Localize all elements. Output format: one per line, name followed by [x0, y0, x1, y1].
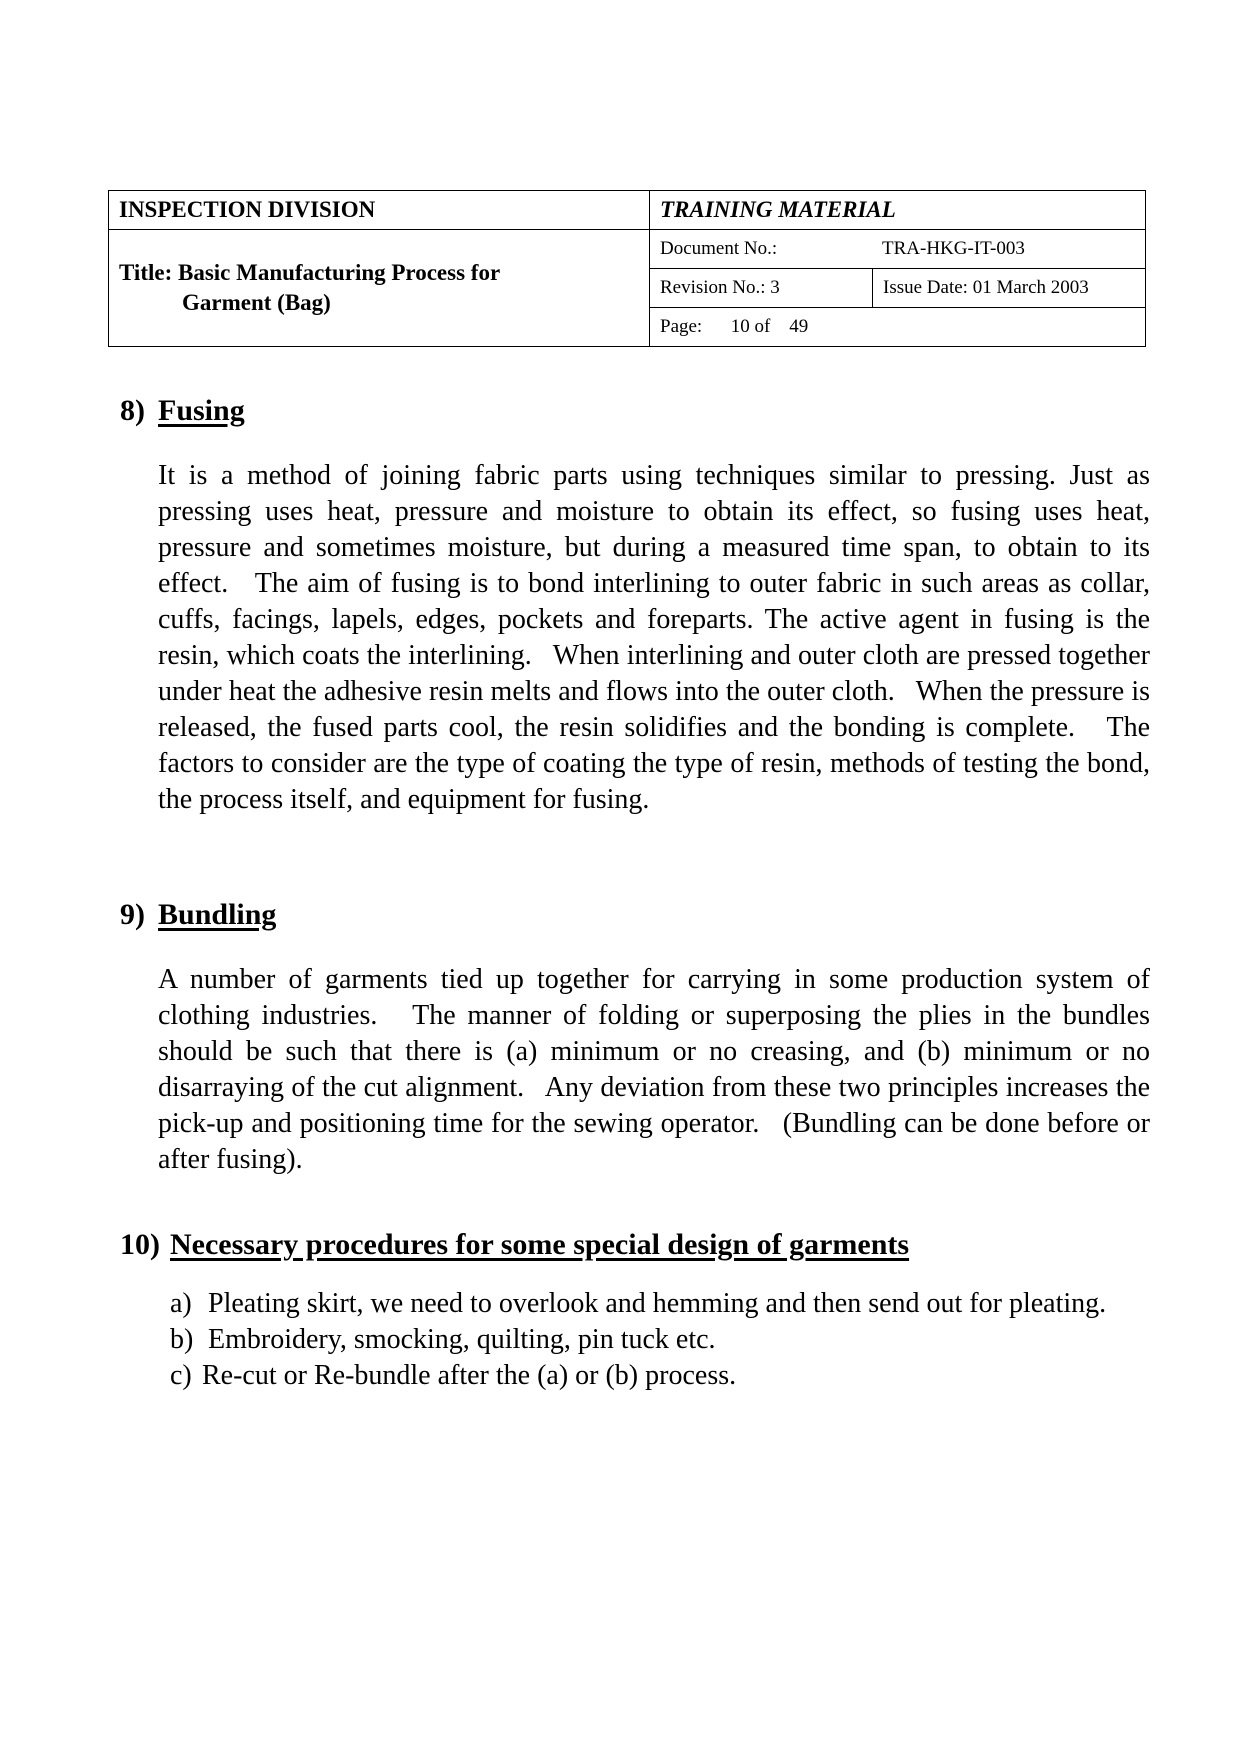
revision-number: Revision No.: 3: [650, 269, 873, 308]
section-fusing: [120, 394, 1157, 818]
document-title: [109, 230, 650, 347]
section-number: 8): [120, 394, 145, 427]
section-body: It is a method of joining fabric parts using techniques similar to pressing. Just as pressing uses heat, pressure and moisture to obtain its effect, so fusing uses heat, pressure and sometimes moisture, but during a measured time span, to obtain to its effect. The aim of fusing is to bond interlining to outer fabric in such areas as collar, cuffs, facings, lapels, edges, pockets and foreparts. The active agent in fusing is the resin, which coats the interlining. When interlining and outer cloth are pressed together under heat the adhesive resin melts and flows into the outer cloth. When the pressure is released, the fused parts cool, the resin solidifies and the bonding is complete. The factors to consider are the type of coating the type of resin, methods of testing the bond, the process itself, and equipment for fusing.: [158, 460, 1157, 815]
division-name: INSPECTION DIVISION: [109, 191, 650, 230]
list-item-label: b): [170, 1324, 194, 1355]
section-bundling: [120, 898, 1157, 1178]
procedure-list: [170, 1286, 1150, 1394]
title-line-1: Title: Basic Manufacturing Process for: [119, 260, 501, 285]
list-item: [170, 1322, 1150, 1358]
material-type: TRAINING MATERIAL: [650, 191, 1146, 230]
issue-date: Issue Date: 01 March 2003: [873, 269, 1146, 308]
section-number: 10): [120, 1228, 160, 1261]
document-header-table: [108, 190, 1146, 347]
list-item-text: Pleating skirt, we need to overlook and hemming and then send out for pleating.: [208, 1288, 1107, 1319]
list-item-label: c): [170, 1360, 192, 1391]
section-title: Fusing: [158, 394, 245, 427]
page-number: Page: 10 of 49: [650, 308, 1146, 347]
document-number-cell: [650, 230, 1146, 269]
section-special-procedures: [120, 1228, 1150, 1394]
section-title: Bundling: [158, 898, 277, 931]
document-number-label: Document No.:: [660, 238, 778, 259]
list-item-text: Re-cut or Re-bundle after the (a) or (b) process.: [202, 1360, 737, 1391]
title-line-2: Garment (Bag): [182, 290, 331, 315]
list-item: [170, 1286, 1150, 1322]
list-item: [170, 1358, 1150, 1394]
section-heading: [120, 898, 1150, 932]
document-number-value: TRA-HKG-IT-003: [882, 238, 1025, 259]
list-item-text: Embroidery, smocking, quilting, pin tuck etc.: [208, 1324, 716, 1355]
section-body: A number of garments tied up together for carrying in some production system of clothing industries. The manner of folding or superposing the plies in the bundles should be such that there is (a) minimum or no creasing, and (b) minimum or no disarraying of the cut alignment. Any deviation from these two principles increases the pick-up and positioning time for the sewing operator. (Bundling can be done before or after fusing).: [158, 964, 1157, 1175]
list-item-label: a): [170, 1288, 192, 1319]
section-title: Necessary procedures for some special design of garments: [170, 1228, 910, 1261]
section-heading: [120, 1228, 1150, 1262]
section-number: 9): [120, 898, 145, 931]
section-heading: [120, 394, 1150, 428]
